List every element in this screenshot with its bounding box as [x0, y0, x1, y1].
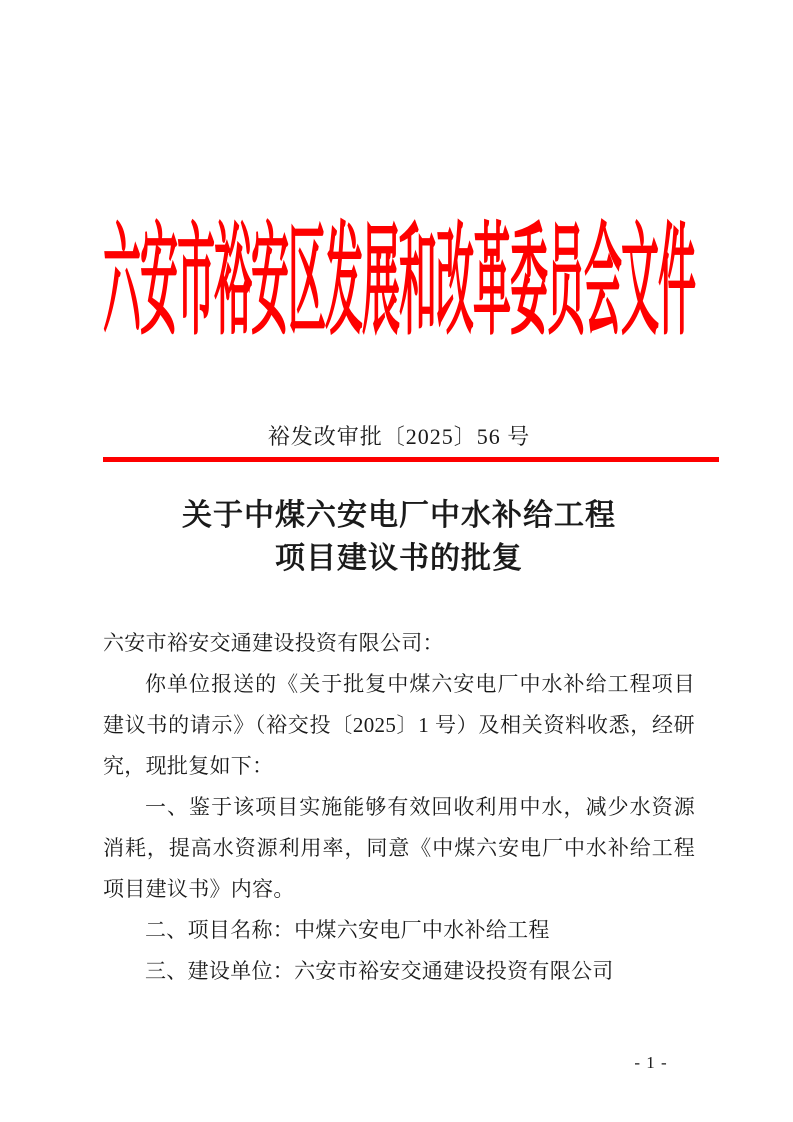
document-title-line1: 关于中煤六安电厂中水补给工程 — [182, 499, 616, 532]
body-line: 一、鉴于该项目实施能够有效回收利用中水，减少水资源 — [145, 795, 695, 819]
page-number: - 1 - — [634, 1053, 668, 1072]
body-line-project-name: 二、项目名称：中煤六安电厂中水补给工程 — [145, 918, 550, 942]
red-separator-line — [103, 457, 719, 462]
letterhead-org-title: 六安市裕安区发展和改革委员会文件 — [103, 217, 696, 352]
doc-number: 裕发改审批〔2025〕56 号 — [267, 424, 531, 449]
body-line-construction-unit: 三、建设单位：六安市裕安交通建设投资有限公司 — [145, 959, 614, 983]
document-title — [103, 494, 695, 580]
body-line-salutation: 六安市裕安交通建设投资有限公司： — [103, 631, 444, 655]
body-line: 项目建议书》内容。 — [103, 877, 295, 901]
body-line: 究，现批复如下： — [103, 754, 274, 778]
body-line: 建议书的请示》（裕交投〔2025〕1 号）及相关资料收悉，经研 — [103, 713, 695, 737]
body-line: 你单位报送的《关于批复中煤六安电厂中水补给工程项目 — [145, 672, 695, 696]
document-title-line2: 项目建议书的批复 — [275, 542, 523, 575]
body-line: 消耗，提高水资源利用率，同意《中煤六安电厂中水补给工程 — [103, 836, 695, 860]
document-body — [103, 623, 695, 992]
